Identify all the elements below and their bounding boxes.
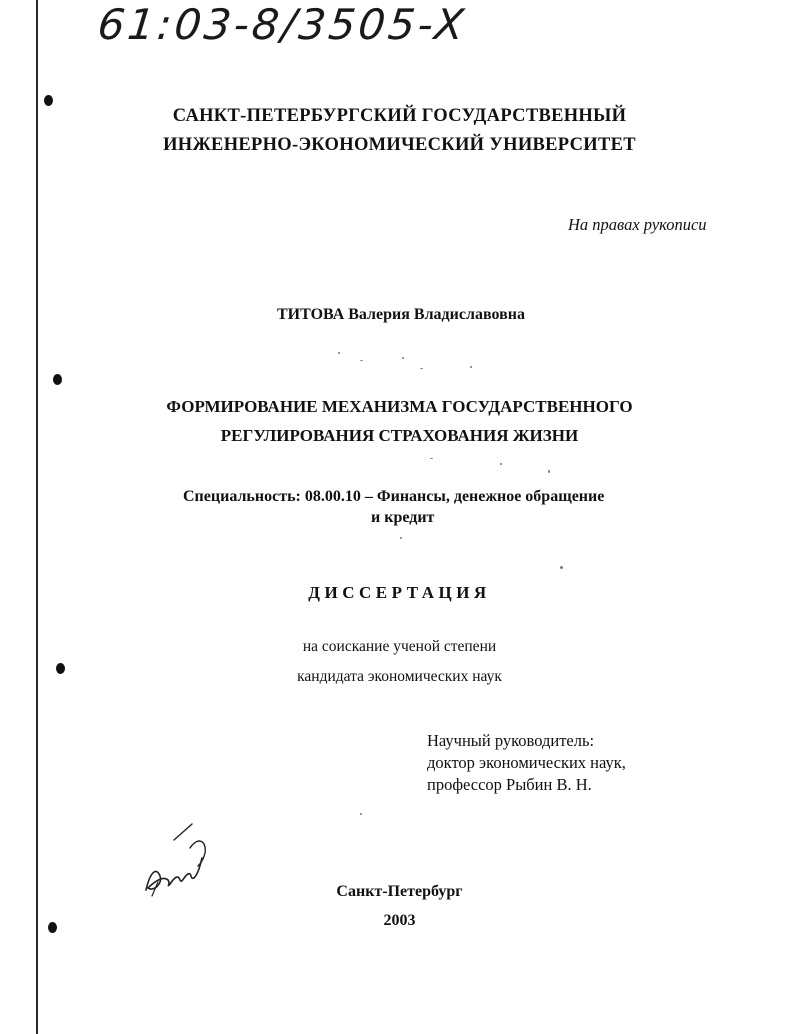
scan-speck [430,458,433,459]
scan-speck [338,352,340,354]
manuscript-rights: На правах рукописи [568,215,707,234]
title-line-1: ФОРМИРОВАНИЕ МЕХАНИЗМА ГОСУДАРСТВЕННОГО [166,397,633,416]
scan-speck [470,366,472,368]
scan-speck [560,566,563,569]
scan-speck [360,813,362,815]
title-line-2: РЕГУЛИРОВАНИЯ СТРАХОВАНИЯ ЖИЗНИ [220,426,579,445]
dissertation-title [0,392,799,450]
place-and-year [0,877,799,935]
place: Санкт-Петербург [336,883,463,900]
adviser-line-1: Научный руководитель: [427,731,595,750]
university-line-2: ИНЖЕНЕРНО-ЭКОНОМИЧЕСКИЙ УНИВЕРСИТЕТ [163,135,636,155]
binding-hole [53,374,62,385]
university-line-1: САНКТ-ПЕТЕРБУРГСКИЙ ГОСУДАРСТВЕННЫЙ [172,106,627,126]
scan-speck [400,537,402,539]
handwritten-shelfmark: 61:03-8/3505-X [95,0,469,49]
author-name: ТИТОВА Валерия Владиславовна [277,306,525,323]
adviser-line-3: профессор Рыбин В. Н. [427,775,592,794]
scan-speck [548,470,550,473]
specialty [183,486,663,528]
adviser-line-2: доктор экономических наук, [427,753,626,772]
scan-speck [402,357,404,359]
specialty-line-1: Специальность: 08.00.10 – Финансы, денежное обращение [183,488,605,505]
year: 2003 [383,912,416,929]
scientific-adviser [427,730,626,796]
degree-line-1: на соискание ученой степени [302,638,497,655]
degree-sought [0,632,799,692]
university-name [0,102,799,160]
degree-line-2: кандидата экономических наук [297,668,502,685]
document-type: ДИССЕРТАЦИЯ [308,583,491,602]
specialty-line-2: и кредит [371,509,435,526]
scan-speck [420,368,423,369]
scan-speck [360,360,363,361]
scan-speck [500,463,502,465]
